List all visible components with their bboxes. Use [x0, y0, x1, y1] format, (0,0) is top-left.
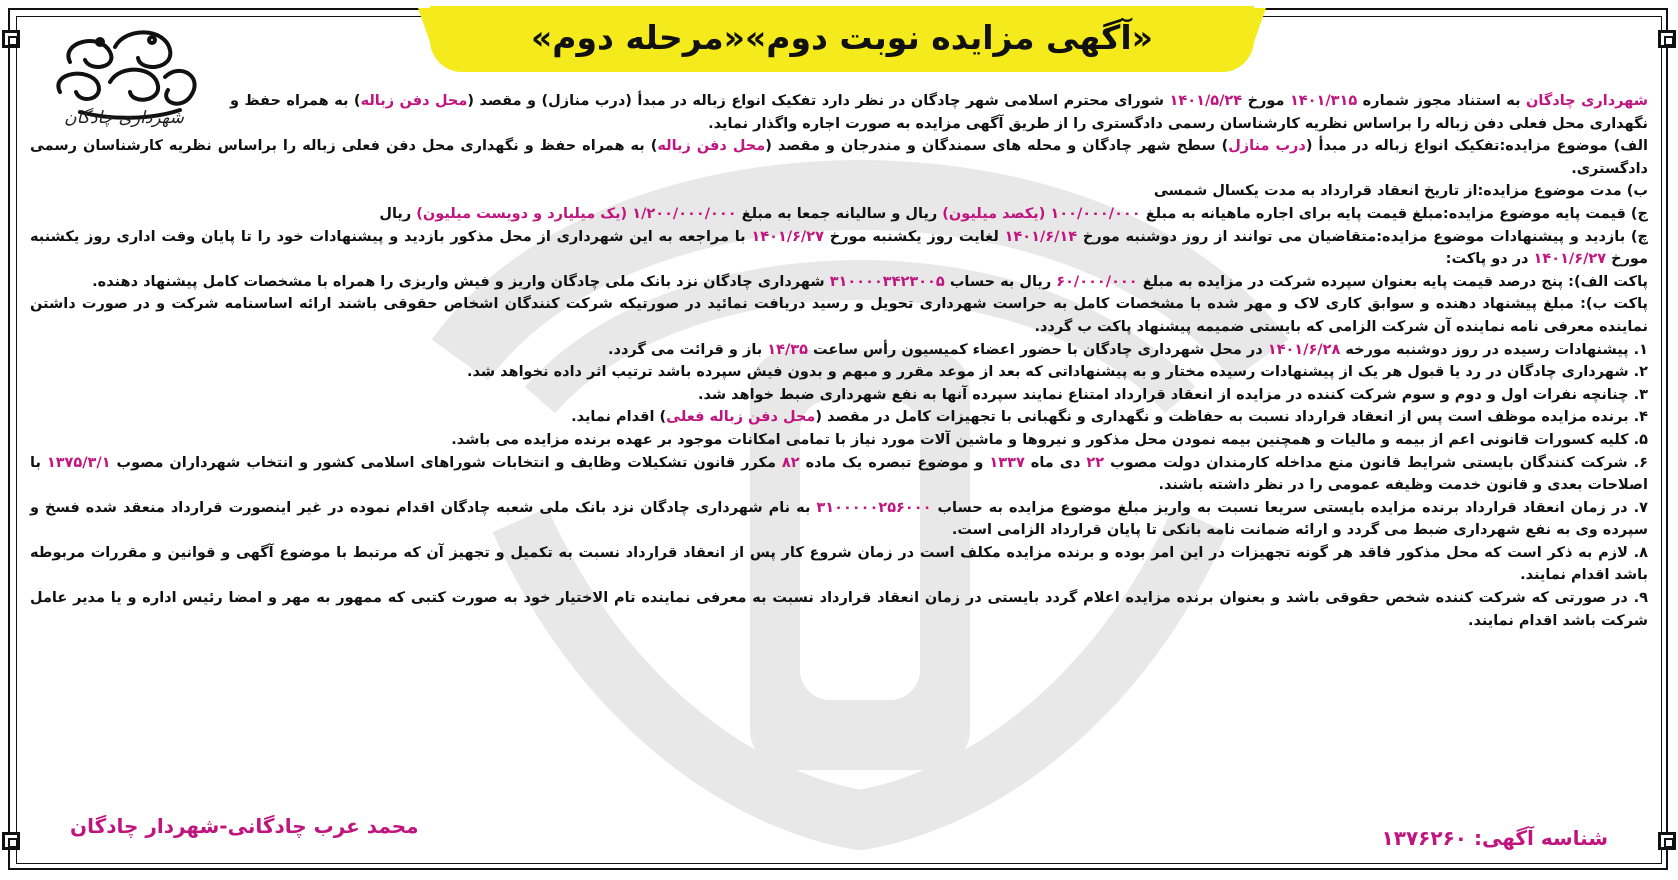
notice-body	[30, 90, 1648, 632]
condition-3: ۳. چنانچه نفرات اول و دوم و سوم شرکت کننده در مزایده از انعقاد قرارداد امتناع نمایند سپرده آنها به نفع شهرداری ضبط خواهد شد.	[697, 386, 1648, 403]
signature: محمد عرب چادگانی-شهردار چادگان	[70, 814, 419, 838]
condition-2: ۲. شهرداری چادگان در رد یا قبول هر یک از پیشنهادات رسیده مختار و به پیشنهاداتی که بعد از موعد مقرر و مبهم و بدون فیش سپرده باشد ترتیب اثر داده نخواهد شد.	[466, 364, 1648, 381]
condition-4: ۴. برنده مزایده موظف است پس از انعقاد قرارداد نسبت به حفاظت و نگهداری و نگهبانی با تجهیزات کامل در مقصد (محل دفن زباله فعلی) اقدام نماید.	[571, 409, 1648, 426]
clause-be: ب) مدت موضوع مزایده:از تاریخ انعقاد قرارداد به مدت یکسال شمسی	[1153, 183, 1648, 200]
corner-ornament	[1658, 30, 1676, 48]
envelope-be: پاکت ب): مبلغ پیشنهاد دهنده و سوابق کاری لاک و مهر شده با مشخصات کامل به حراست شهرداری تحویل و رسید دریافت نمائید در صورتیکه شرکت کنندگان اشخاص حقوقی باشند ارائه اساسنامه شرکت و در صورت داشتن نماینده معرفی نامه نماینده آن شرکت الزامی که بایستی ضمیمه پیشنهاد پاکت ب گردد.	[30, 296, 1648, 335]
corner-ornament	[2, 832, 20, 850]
corner-ornament	[2, 30, 20, 48]
intro-paragraph: شهرداری چادگان به استناد مجوز شماره ۱۴۰۱/۳۱۵ مورخ ۱۴۰۱/۵/۲۴ شورای محترم اسلامی شهر چادگان در نظر دارد تفکیک انواع زباله در مبدأ (درب منازل) و مقصد (محل دفن زباله) به همراه حفظ و نگهداری محل فعلی دفن زباله را براساس نظریه کارشناسان رسمی دادگستری را از طریق آگهی مزایده به صورت اجاره واگذار نماید.	[230, 93, 1648, 132]
envelope-alef: پاکت الف): پنج درصد قیمت پایه بعنوان سپرده شرکت در مزایده به مبلغ ۶۰/۰۰۰/۰۰۰ ریال به حساب ۳۱۰۰۰۰۳۴۲۳۰۰۵ شهرداری چادگان نزد بانک ملی چادگان واریز و فیش واریزی را همراه با مشخصات کامل پیشنهاد دهنده.	[92, 273, 1648, 290]
condition-5: ۵. کلیه کسورات قانونی اعم از بیمه و مالیات و همچنین بیمه نمودن محل مذکور و نیروها و ماشین آلات مورد نیاز با تمامی امکانات موجود بر عهده برنده مزایده می باشد.	[451, 431, 1648, 448]
page-title: «آگهی مزایده نوبت دوم»«مرحله دوم»	[530, 18, 1153, 57]
condition-9: ۹. در صورتی که شرکت کننده شخص حقوقی باشد و بعنوان برنده مزایده اعلام گردد بایستی در زمان انعقاد قرارداد نسبت به معرفی نماینده تام الاختیار خود به صورت کتبی که ممهور به مهر و امضا رئیس اداره و یا مدیر عامل شرکت باشد اقدام نمایند.	[30, 590, 1648, 629]
clause-jim: ج) قیمت پایه موضوع مزایده:مبلغ قیمت پایه برای اجاره ماهیانه به مبلغ ۱۰۰/۰۰۰/۰۰۰ (یکصد میلیون) ریال و سالیانه جمعا به مبلغ ۱/۲۰۰/۰۰۰/۰۰۰ (یک میلیارد و دویست میلیون) ریال	[379, 205, 1648, 222]
clause-che: چ) بازدید و پیشنهادات موضوع مزایده:متقاضیان می توانند از روز دوشنبه مورخ ۱۴۰۱/۶/۱۴ لغایت روز یکشنبه مورخ ۱۴۰۱/۶/۲۷ با مراجعه به این شهرداری از محل مذکور بازدید و پیشنهادات خود را تا پایان وقت اداری روز یکشنبه مورخ ۱۴۰۱/۶/۲۷ در دو پاکت:	[30, 228, 1648, 268]
corner-ornament	[1658, 832, 1676, 850]
condition-6: ۶. شرکت کنندگان بایستی شرایط قانون منع مداخله کارمندان دولت مصوب ۲۲ دی ماه ۱۳۳۷ و موضوع تبصره یک ماده ۸۲ مکرر قانون تشکیلات وظایف و انتخابات شوراهای اسلامی کشور و انتخاب شهرداران مصوب ۱۳۷۵/۳/۱ با اصلاحات بعدی و قانون خدمت وظیفه عمومی را در نظر داشته باشند.	[30, 454, 1649, 494]
clause-alef: الف) موضوع مزایده:تفکیک انواع زباله در مبدأ (درب منازل) سطح شهر چادگان و محله های سمندگان و مندرجان و مقصد (محل دفن زباله) به همراه حفظ و نگهداری محل دفن فعلی زباله را براساس نظریه کارشناسان رسمی دادگستری.	[30, 138, 1648, 177]
footer	[40, 814, 1638, 856]
condition-7: ۷. در زمان انعقاد قرارداد برنده مزایده بایستی سریعا نسبت به واریز مبلغ موضوع مزایده به حساب ۳۱۰۰۰۰۰۲۵۶۰۰۰ به نام شهرداری چادگان نزد بانک ملی شعبه چادگان اقدام نموده در غیر اینصورت قرارداد منعقد شده فسخ و سپرده وی به نفع شهرداری ضبط می گردد و ارائه ضمانت نامه بانکی تا پایان قرارداد الزامی است.	[30, 499, 1648, 539]
condition-8: ۸. لازم به ذکر است که محل مذکور فاقد هر گونه تجهیزات در این امر بوده و برنده مزایده مکلف است در زمان شروع کار پس از انعقاد قرارداد نسبت به تکمیل و تجهیز آن که مرتبط با موضوع آگهی و قوانین و مقررات مربوطه باشد اقدام نمایند.	[30, 544, 1648, 584]
notice-id: شناسه آگهی: ۱۳۷۶۲۶۰	[1381, 826, 1608, 850]
condition-1: ۱. پیشنهادات رسیده در روز دوشنبه مورخه ۱۴۰۱/۶/۲۸ در محل شهرداری چادگان با حضور اعضاء کمیسیون رأس ساعت ۱۴/۳۵ باز و قرائت می گردد.	[608, 341, 1648, 358]
title-banner	[432, 8, 1252, 70]
logo-caption: شهرداری چادگان	[64, 108, 184, 128]
